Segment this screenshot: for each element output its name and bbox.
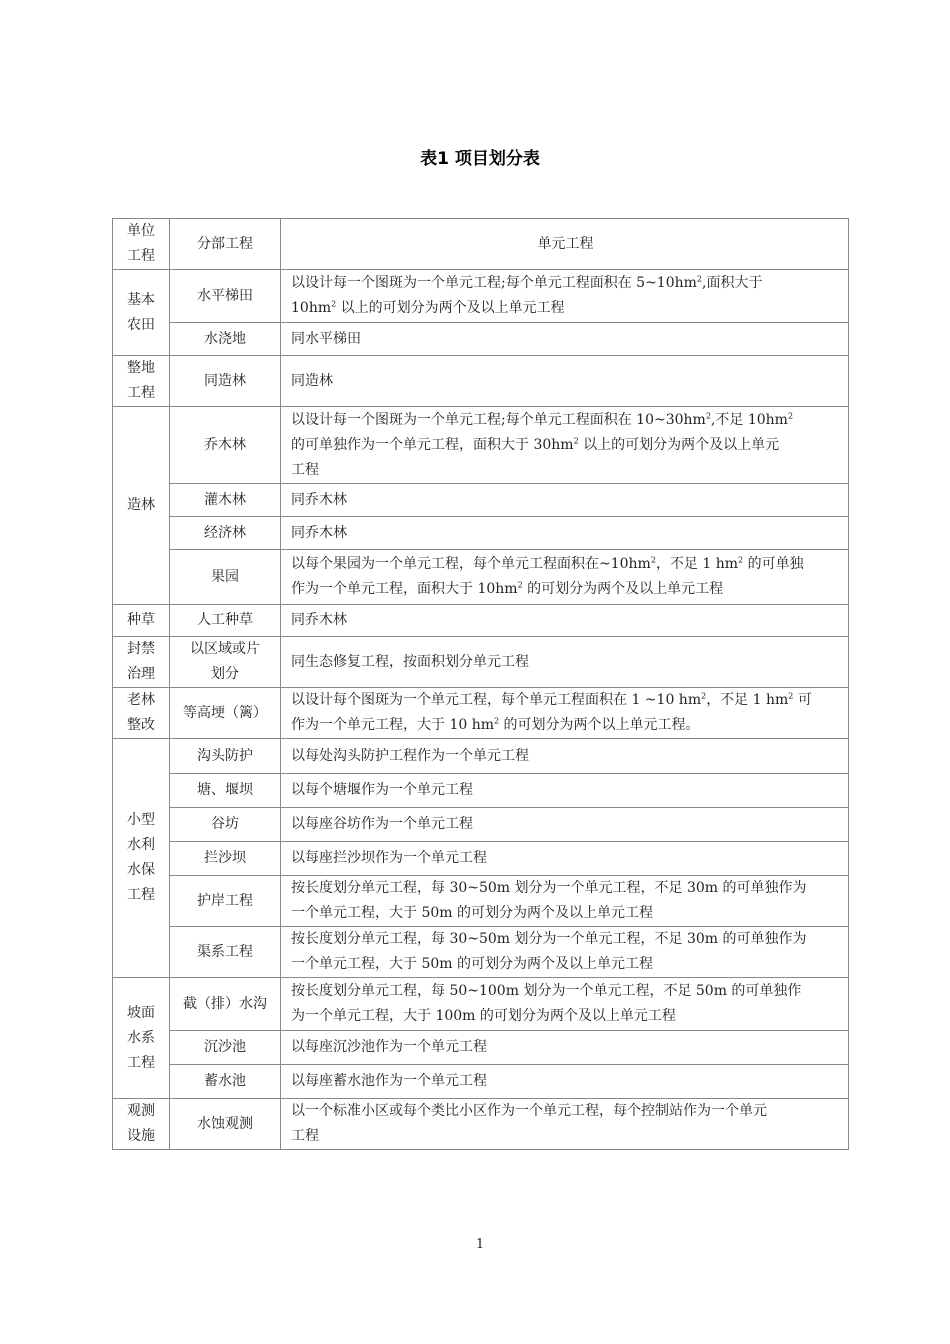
unit-project-cell: 老林 整改 (113, 688, 170, 739)
unit-project-cell: 小型 水利 水保 工程 (113, 739, 170, 978)
table-row (113, 774, 849, 808)
sub-project-cell: 经济林 (170, 517, 281, 550)
table-row (113, 637, 849, 688)
unit-project-cell: 整地 工程 (113, 356, 170, 407)
table-row (113, 1099, 849, 1150)
header-sub-project: 分部工程 (170, 219, 281, 270)
element-project-cell: 同水平梯田 (281, 323, 849, 356)
page-number: 1 (475, 1237, 485, 1252)
table-row (113, 407, 849, 484)
element-project-cell: 同乔木林 (281, 484, 849, 517)
superscript: 2 (705, 410, 711, 420)
unit-project-cell: 种草 (113, 605, 170, 637)
table-row (113, 1065, 849, 1099)
superscript: 2 (738, 555, 744, 565)
element-project-cell: 以设计每个图斑为一个单元工程，每个单元工程面积在 1 ~10 $hm^2$，不足 1 $hm^2$ 可 作为一个单元工程，大于 10 $hm^2$ 的可划分为两个以上单元工程。 (281, 688, 849, 739)
page-title: 表1 项目划分表 (420, 149, 540, 169)
element-project-cell: 以每处沟头防护工程作为一个单元工程 (281, 739, 849, 774)
element-project-cell: 以每个塘堰作为一个单元工程 (281, 774, 849, 808)
unit-project-cell: 观测 设施 (113, 1099, 170, 1150)
header-unit-project: 单位 工程 (113, 219, 170, 270)
superscript: 2 (573, 435, 579, 445)
element-project-cell: 按长度划分单元工程，每 50~100m 划分为一个单元工程，不足 50m 的可单独作 为一个单元工程，大于 100m 的可划分为两个及以上单元工程 (281, 978, 849, 1031)
element-project-cell: 同乔木林 (281, 605, 849, 637)
sub-project-cell: 渠系工程 (170, 927, 281, 978)
superscript: 2 (696, 274, 703, 284)
table-row (113, 688, 849, 739)
header-row (113, 219, 849, 270)
table-row (113, 876, 849, 927)
project-division-table (112, 218, 849, 1150)
element-project-cell: 按长度划分单元工程，每 30~50m 划分为一个单元工程，不足 30m 的可单独作为 一个单元工程，大于 50m 的可划分为两个及以上单元工程 (281, 927, 849, 978)
table-row (113, 270, 849, 323)
superscript: 2 (787, 410, 794, 420)
sub-project-cell: 谷坊 (170, 808, 281, 842)
table-row (113, 550, 849, 605)
table-body (113, 219, 849, 1150)
sub-project-cell: 截（排）水沟 (170, 978, 281, 1031)
element-project-cell: 以设计每一个图斑为一个单元工程;每个单元工程面积在 $10\sim 30hm^2$,不足 $10hm^2$ 的可单独作为一个单元工程，面积大于 $30hm^2$ 以上的可划分为两个及以上单元 工程 (281, 407, 849, 484)
table-row (113, 484, 849, 517)
superscript: 2 (517, 580, 523, 590)
unit-project-cell: 封禁 治理 (113, 637, 170, 688)
element-project-cell: 同生态修复工程，按面积划分单元工程 (281, 637, 849, 688)
table-row (113, 356, 849, 407)
header-element-project: 单元工程 (281, 219, 849, 270)
sub-project-cell: 沉沙池 (170, 1031, 281, 1065)
table-row (113, 927, 849, 978)
table-row (113, 842, 849, 876)
table-row (113, 605, 849, 637)
table-row (113, 739, 849, 774)
superscript: 2 (701, 691, 707, 701)
sub-project-cell: 水浇地 (170, 323, 281, 356)
element-project-cell: 同造林 (281, 356, 849, 407)
sub-project-cell: 水蚀观测 (170, 1099, 281, 1150)
sub-project-cell: 果园 (170, 550, 281, 605)
sub-project-cell: 沟头防护 (170, 739, 281, 774)
sub-project-cell: 同造林 (170, 356, 281, 407)
element-project-cell: 以每座沉沙池作为一个单元工程 (281, 1031, 849, 1065)
sub-project-cell: 护岸工程 (170, 876, 281, 927)
element-project-cell: 以每座拦沙坝作为一个单元工程 (281, 842, 849, 876)
sub-project-cell: 以区域或片 划分 (170, 637, 281, 688)
element-project-cell: 按长度划分单元工程，每 30~50m 划分为一个单元工程，不足 30m 的可单独作为 一个单元工程，大于 50m 的可划分为两个及以上单元工程 (281, 876, 849, 927)
unit-project-cell: 基本 农田 (113, 270, 170, 356)
table-row (113, 517, 849, 550)
superscript: 2 (331, 299, 337, 309)
element-project-cell: 以每个果园为一个单元工程，每个单元工程面积在$\sim 10hm^2$，不足 1 $hm^2$ 的可单独 作为一个单元工程，面积大于 $10hm^2$ 的可划分为两个及以上单元工程 (281, 550, 849, 605)
table-row (113, 808, 849, 842)
sub-project-cell: 乔木林 (170, 407, 281, 484)
superscript: 2 (788, 691, 794, 701)
superscript: 2 (494, 716, 500, 726)
sub-project-cell: 拦沙坝 (170, 842, 281, 876)
superscript: 2 (650, 555, 656, 565)
element-project-cell: 同乔木林 (281, 517, 849, 550)
sub-project-cell: 蓄水池 (170, 1065, 281, 1099)
table-row (113, 323, 849, 356)
element-project-cell: 以一个标准小区或每个类比小区作为一个单元工程，每个控制站作为一个单元 工程 (281, 1099, 849, 1150)
unit-project-cell: 造林 (113, 407, 170, 605)
sub-project-cell: 灌木林 (170, 484, 281, 517)
sub-project-cell: 等高埂（篱） (170, 688, 281, 739)
table-row (113, 1031, 849, 1065)
element-project-cell: 以每座蓄水池作为一个单元工程 (281, 1065, 849, 1099)
table-row (113, 978, 849, 1031)
element-project-cell: 以设计每一个图斑为一个单元工程;每个单元工程面积在 $5\sim 10hm^2$,面积大于 $10hm^2$ 以上的可划分为两个及以上单元工程 (281, 270, 849, 323)
unit-project-cell: 坡面 水系 工程 (113, 978, 170, 1099)
sub-project-cell: 塘、堰坝 (170, 774, 281, 808)
sub-project-cell: 人工种草 (170, 605, 281, 637)
element-project-cell: 以每座谷坊作为一个单元工程 (281, 808, 849, 842)
sub-project-cell: 水平梯田 (170, 270, 281, 323)
